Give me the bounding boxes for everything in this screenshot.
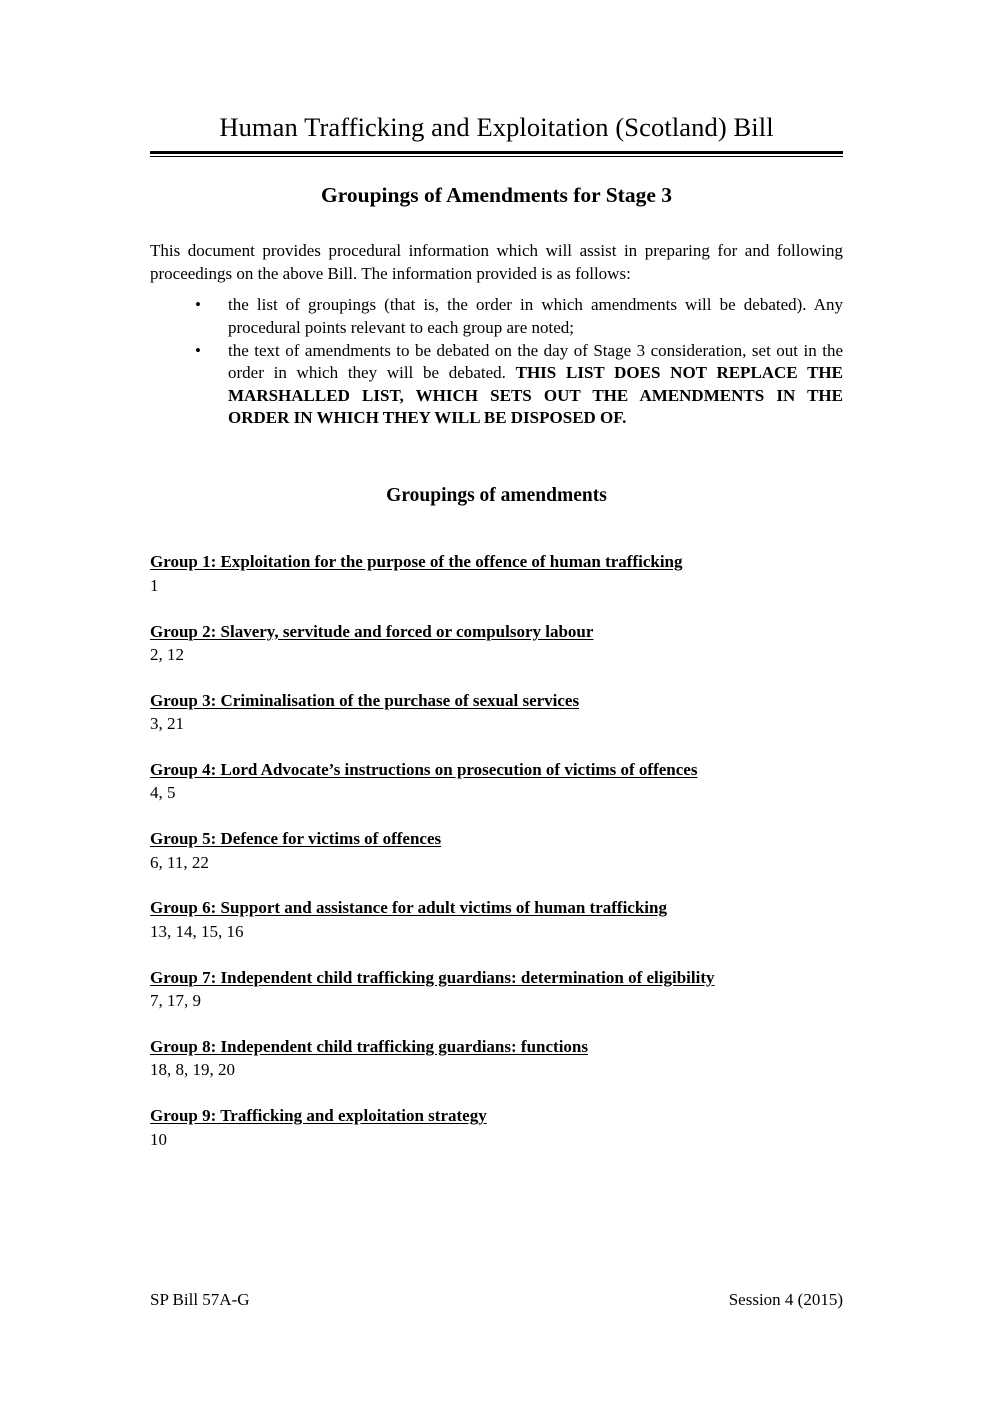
page-footer [150,1290,843,1310]
group-title-row [150,759,843,781]
group-amendments: 2, 12 [150,645,184,665]
page-title: Human Trafficking and Exploitation (Scotland) Bill [219,112,774,142]
group-title: Group 1: Exploitation for the purpose of the offence of human trafficking [150,552,683,572]
group-block-3 [150,690,843,735]
groupings-section-heading: Groupings of amendments [386,484,607,506]
intro-bullet-list [150,285,843,430]
list-item [150,340,843,430]
footer-bill-reference: SP Bill 57A-G [150,1290,250,1309]
list-item [150,294,843,339]
group-block-7 [150,967,843,1012]
groupings-list [150,507,843,1150]
group-title: Group 7: Independent child trafficking guardians: determination of eligibility [150,967,715,987]
bullet-dot-icon: • [195,340,201,360]
intro-paragraph: This document provides procedural information which will assist in preparing for and following proceedings on the above Bill. The information provided is as follows: [150,241,843,283]
group-title: Group 2: Slavery, servitude and forced or compulsory labour [150,621,594,641]
group-block-9 [150,1105,843,1150]
group-title: Group 8: Independent child trafficking guardians: functions [150,1036,588,1056]
page-subtitle: Groupings of Amendments for Stage 3 [321,183,672,208]
list-item-text: the text of amendments to be debated on the day of Stage 3 consideration, set out in the order in which they will be debated. [228,340,843,383]
group-title: Group 4: Lord Advocate’s instructions on prosecution of victims of offences [150,759,698,779]
group-title-row [150,1105,843,1127]
group-block-4 [150,759,843,804]
group-title-row [150,690,843,712]
group-block-2 [150,621,843,666]
bullet-dot-icon: • [195,295,201,315]
group-amendments: 1 [150,575,159,595]
group-amendments: 6, 11, 22 [150,852,209,872]
group-title-row [150,621,843,643]
list-item-emphasis: THIS LIST DOES NOT REPLACE THE MARSHALLED LIST, WHICH SETS OUT THE AMENDMENTS IN THE ORDER IN WHICH THEY WILL BE DISPOSED OF. [228,363,843,428]
group-title-row [150,897,843,919]
group-amendments: 13, 14, 15, 16 [150,921,244,941]
group-block-8 [150,1036,843,1081]
group-amendments: 4, 5 [150,783,176,803]
footer-session: Session 4 (2015) [728,1290,843,1309]
group-title-row [150,828,843,850]
group-title-row [150,1036,843,1058]
group-title-row [150,551,843,573]
list-item-text: the list of groupings (that is, the order in which amendments will be debated). Any procedural points relevant to each group are noted; [228,295,843,337]
group-title-row [150,967,843,989]
group-block-6 [150,897,843,942]
group-amendments: 7, 17, 9 [150,991,201,1011]
group-title: Group 3: Criminalisation of the purchase of sexual services [150,690,580,710]
group-title: Group 9: Trafficking and exploitation strategy [150,1106,487,1126]
group-block-1 [150,551,843,596]
content-column [150,0,843,1150]
group-title: Group 5: Defence for victims of offences [150,829,442,849]
group-amendments: 10 [150,1129,167,1149]
group-title: Group 6: Support and assistance for adult victims of human trafficking [150,898,667,918]
group-block-5 [150,828,843,873]
group-amendments: 3, 21 [150,714,184,734]
group-amendments: 18, 8, 19, 20 [150,1060,235,1080]
